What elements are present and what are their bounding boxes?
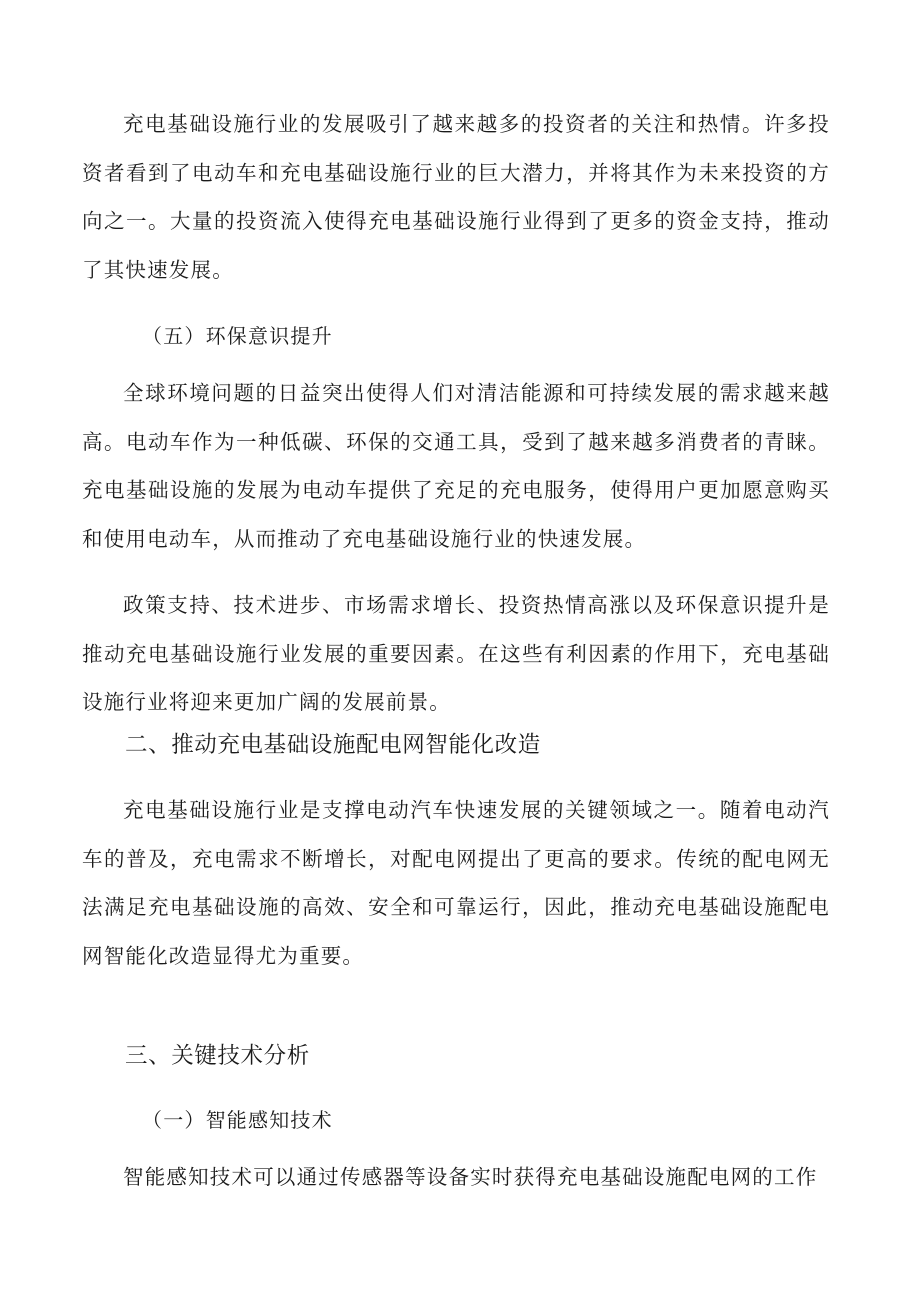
paragraph-summary-factors: 政策支持、技术进步、市场需求增长、投资热情高涨以及环保意识提升是推动充电基础设施行业发展的重要因素。在这些有利因素的作用下，充电基础设施行业将迎来更加广阔的发展前景。 — [82, 593, 830, 714]
paragraph-environment: 全球环境问题的日益突出使得人们对清洁能源和可持续发展的需求越来越高。电动车作为一种低碳、环保的交通工具，受到了越来越多消费者的青睐。充电基础设施的发展为电动车提供了充足的充电服务，使得用户更加愿意购买和使用电动车，从而推动了充电基础设施行业的快速发展。 — [82, 381, 830, 551]
paragraph-grid-upgrade: 充电基础设施行业是支撑电动汽车快速发展的关键领域之一。随着电动汽车的普及，充电需求不断增长，对配电网提出了更高的要求。传统的配电网无法满足充电基础设施的高效、安全和可靠运行，因此，推动充电基础设施配电网智能化改造显得尤为重要。 — [82, 798, 830, 968]
section-heading-grid-upgrade: 二、推动充电基础设施配电网智能化改造 — [125, 732, 541, 758]
section-heading-key-technologies: 三、关键技术分析 — [125, 1043, 310, 1069]
subheading-smart-sensing: （一）智能感知技术 — [142, 1108, 333, 1132]
paragraph-investment: 充电基础设施行业的发展吸引了越来越多的投资者的关注和热情。许多投资者看到了电动车和充电基础设施行业的巨大潜力，并将其作为未来投资的方向之一。大量的投资流入使得充电基础设施行业得到了更多的资金支持，推动了其快速发展。 — [82, 112, 830, 282]
subheading-environmental-awareness: （五）环保意识提升 — [142, 324, 333, 348]
paragraph-smart-sensing: 智能感知技术可以通过传感器等设备实时获得充电基础设施配电网的工作 — [123, 1165, 818, 1189]
